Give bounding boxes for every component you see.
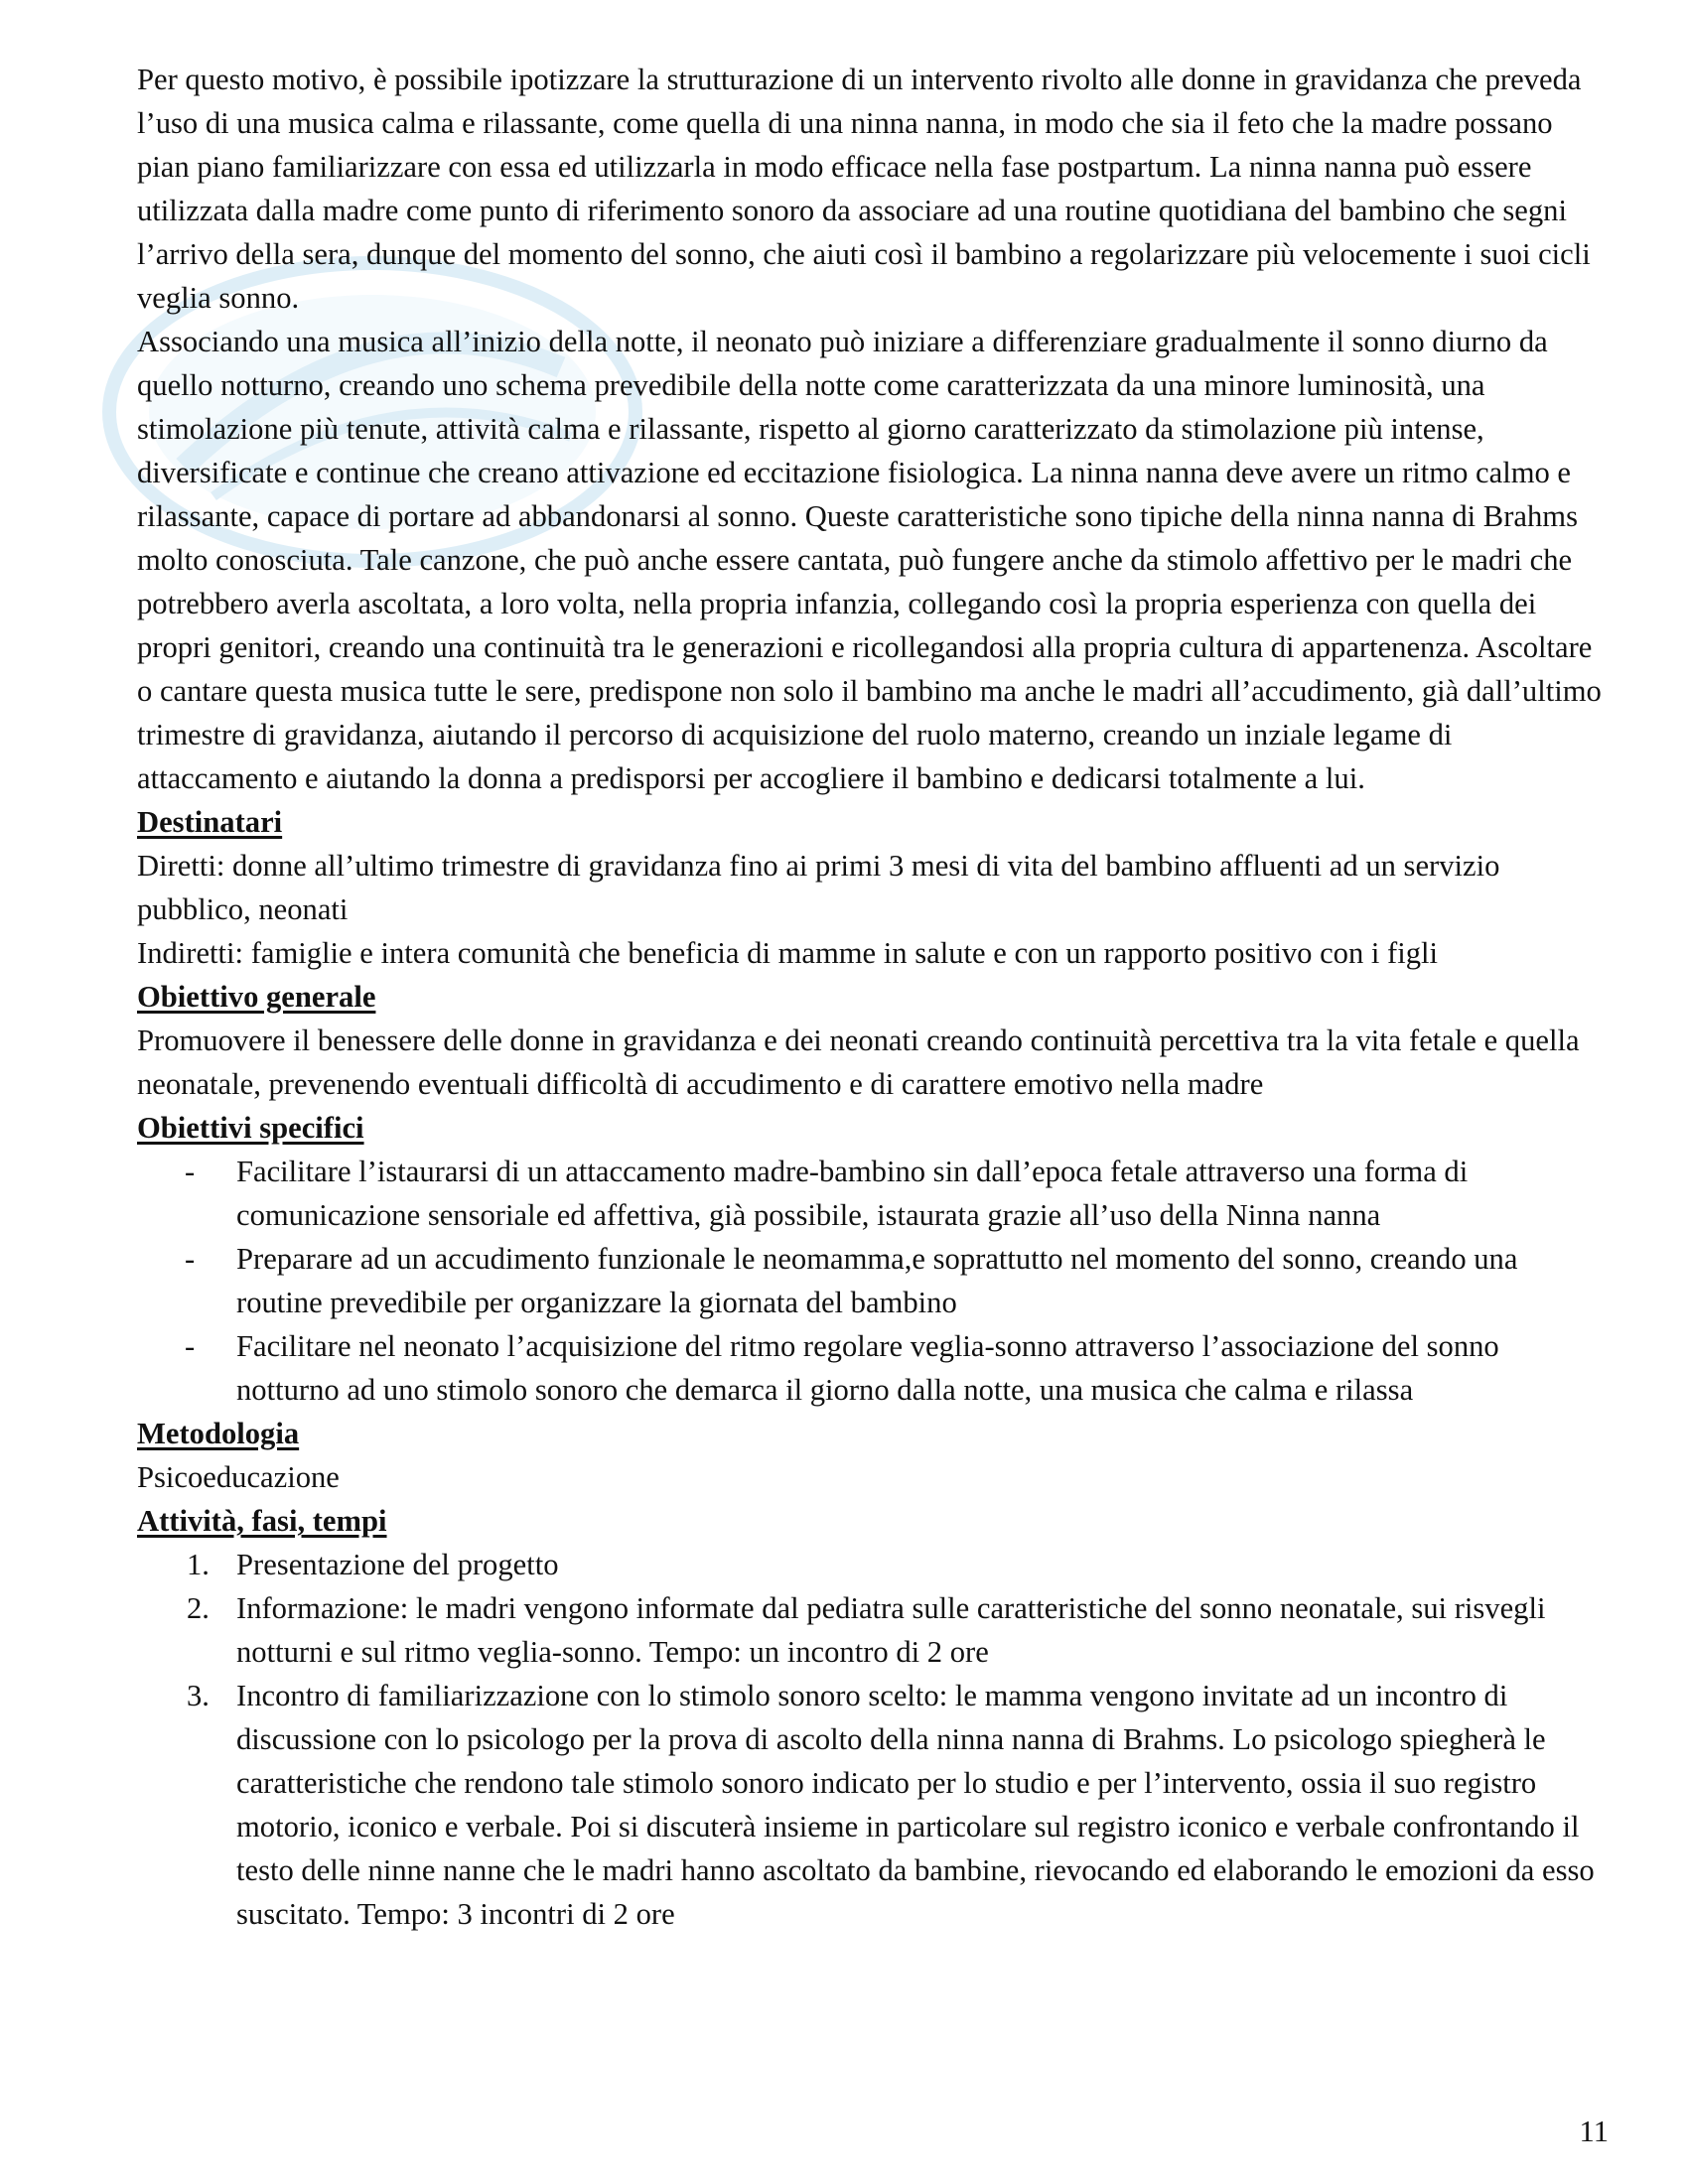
heading-obiettivi-specifici: Obiettivi specifici <box>137 1111 364 1145</box>
list-item <box>137 1674 1607 1936</box>
list-number: 2. <box>187 1591 210 1625</box>
list-item <box>137 1543 1607 1586</box>
obiettivi-specifici-list <box>137 1150 1607 1412</box>
list-item <box>137 1324 1607 1412</box>
section-metodologia <box>137 1412 1607 1499</box>
intro-paragraph-2: Associando una musica all’inizio della notte, il neonato può iniziare a differenziare gradualmente il sonno diurno da quello notturno, creando uno schema prevedibile della notte come caratterizzata da una minore luminosità, una stimolazione più tenute, attività calma e rilassante, rispetto al giorno caratterizzato da stimolazione più intense, diversificate e continue che creano attivazione ed eccitazione fisiologica. La ninna nanna deve avere un ritmo calmo e rilassante, capace di portare ad abbandonarsi al sonno. Queste caratteristiche sono tipiche della ninna nanna di Brahms molto conosciuta. Tale canzone, che può anche essere cantata, può fungere anche da stimolo affettivo per le madri che potrebbero averla ascoltata, a loro volta, nella propria infanzia, collegando così la propria esperienza con quella dei propri genitori, creando una continuità tra le generazioni e ricollegandosi alla propria cultura di appartenenza. Ascoltare o cantare questa musica tutte le sere, predispone non solo il bambino ma anche le madri all’accudimento, già dall’ultimo trimestre di gravidanza, aiutando il percorso di acquisizione del ruolo materno, creando un inziale legame di attaccamento e aiutando la donna a predisporsi per accogliere il bambino e dedicarsi totalmente a lui. <box>137 325 1602 795</box>
heading-obiettivo-generale: Obiettivo generale <box>137 980 376 1014</box>
list-dash: - <box>185 1242 196 1276</box>
section-attivita <box>137 1499 1607 1936</box>
document-page <box>137 58 1607 1936</box>
list-item-text: Preparare ad un accudimento funzionale le neomamma,e soprattutto nel momento del sonno, creando una routine prevedibile per organizzare la giornata del bambino <box>236 1242 1518 1319</box>
list-dash: - <box>185 1155 196 1188</box>
page-number: 11 <box>1579 2115 1609 2148</box>
heading-destinatari: Destinatari <box>137 805 283 839</box>
heading-metodologia: Metodologia <box>137 1417 300 1450</box>
metodologia-text: Psicoeducazione <box>137 1460 340 1494</box>
section-destinatari <box>137 800 1607 975</box>
list-item-text: Informazione: le madri vengono informate dal pediatra sulle caratteristiche del sonno neonatale, sui risvegli notturni e sul ritmo veglia-sonno. Tempo: un incontro di 2 ore <box>236 1591 1546 1669</box>
section-obiettivo-generale <box>137 975 1607 1106</box>
heading-attivita: Attività, fasi, tempi <box>137 1504 387 1538</box>
list-item-text: Incontro di familiarizzazione con lo stimolo sonoro scelto: le mamma vengono invitate ad un incontro di discussione con lo psicologo per la prova di ascolto della ninna nanna di Brahms. Lo psicologo spiegherà le caratteristiche che rendono tale stimolo sonoro indicato per lo studio e per l’intervento, ossia il suo registro motorio, iconico e verbale. Poi si discuterà insieme in particolare sul registro iconico e verbale confrontando il testo delle ninne nanne che le madri hanno ascoltato da bambine, rievocando ed elaborando le emozioni da esso suscitato. Tempo: 3 incontri di 2 ore <box>236 1679 1595 1931</box>
obiettivo-generale-text: Promuovere il benessere delle donne in gravidanza e dei neonati creando continuità percettiva tra la vita fetale e quella neonatale, prevenendo eventuali difficoltà di accudimento e di carattere emotivo nella madre <box>137 1024 1580 1101</box>
section-obiettivi-specifici <box>137 1106 1607 1412</box>
list-item-text: Facilitare nel neonato l’acquisizione del ritmo regolare veglia-sonno attraverso l’associazione del sonno notturno ad uno stimolo sonoro che demarca il giorno dalla notte, una musica che calma e rilassa <box>236 1329 1499 1407</box>
attivita-list <box>137 1543 1607 1936</box>
list-item <box>137 1150 1607 1237</box>
list-dash: - <box>185 1329 196 1363</box>
list-item <box>137 1237 1607 1324</box>
list-item <box>137 1586 1607 1674</box>
list-number: 3. <box>187 1679 210 1712</box>
destinatari-diretti: Diretti: donne all’ultimo trimestre di gravidanza fino ai primi 3 mesi di vita del bambino affluenti ad un servizio pubblico, neonati <box>137 849 1500 926</box>
list-item-text: Facilitare l’istaurarsi di un attaccamento madre-bambino sin dall’epoca fetale attraverso una forma di comunicazione sensoriale ed affettiva, già possibile, istaurata grazie all’uso della Ninna nanna <box>236 1155 1469 1232</box>
destinatari-indiretti: Indiretti: famiglie e intera comunità che beneficia di mamme in salute e con un rapporto positivo con i figli <box>137 936 1439 970</box>
intro-paragraph-1: Per questo motivo, è possibile ipotizzare la strutturazione di un intervento rivolto alle donne in gravidanza che preveda l’uso di una musica calma e rilassante, come quella di una ninna nanna, in modo che sia il feto che la madre possano pian piano familiarizzare con essa ed utilizzarla in modo efficace nella fase postpartum. La ninna nanna può essere utilizzata dalla madre come punto di riferimento sonoro da associare ad una routine quotidiana del bambino che segni l’arrivo della sera, dunque del momento del sonno, che aiuti così il bambino a regolarizzare più velocemente i suoi cicli veglia sonno. <box>137 63 1591 315</box>
list-item-text: Presentazione del progetto <box>236 1548 559 1581</box>
list-number: 1. <box>187 1548 210 1581</box>
